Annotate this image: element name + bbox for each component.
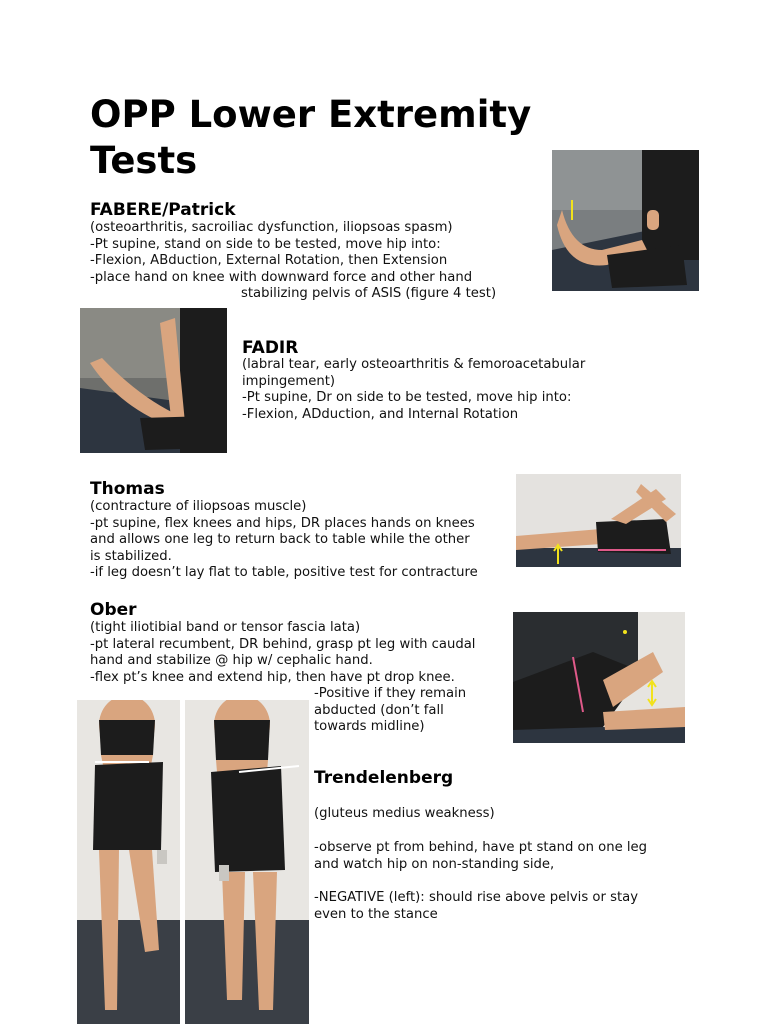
fabere-line: -place hand on knee with downward force and other hand	[90, 269, 473, 285]
page-title: OPP Lower Extremity Tests	[90, 93, 532, 182]
trendelenburg-line: -observe pt from behind, have pt stand on one leg	[314, 840, 648, 855]
thomas-line: is stabilized.	[90, 548, 172, 564]
trendelenburg-cause: (gluteus medius weakness)	[314, 806, 495, 821]
fadir-line: -Pt supine, Dr on side to be tested, move hip into:	[242, 390, 572, 406]
trendelenburg-line: and watch hip on non-standing side,	[314, 856, 555, 872]
thomas-line: (contracture of iliopsoas muscle)	[90, 499, 307, 514]
fabere-line: -Pt supine, stand on side to be tested, move hip into:	[90, 236, 441, 252]
fadir-line: (labral tear, early osteoarthritis & femoroacetabular	[242, 357, 586, 372]
thomas-line: and allows one leg to return back to table while the other	[90, 532, 470, 548]
fadir-text	[242, 357, 585, 423]
thomas-text	[90, 499, 478, 582]
trendelenburg-line: -NEGATIVE (left): should rise above pelvis or stay	[314, 890, 639, 905]
fabere-text	[90, 220, 496, 303]
thomas-photo	[516, 474, 681, 567]
thomas-line: -if leg doesn’t lay flat to table, positive test for contracture	[90, 565, 478, 581]
trendelenburg-heading: Trendelenberg	[314, 768, 454, 788]
thomas-heading: Thomas	[90, 479, 165, 499]
trendelenburg-line: even to the stance	[314, 906, 438, 922]
fabere-photo	[552, 150, 699, 291]
ober-line: (tight iliotibial band or tensor fascia lata)	[90, 620, 361, 635]
ober-line: hand and stabilize @ hip w/ cephalic hand.	[90, 653, 373, 669]
ober-positive-line: towards midline)	[314, 719, 425, 735]
fadir-line: impingement)	[242, 373, 336, 389]
ober-positive-line: abducted (don’t fall	[314, 702, 444, 718]
trendelenburg-photo	[77, 700, 309, 1024]
ober-photo	[513, 612, 685, 743]
ober-line: -flex pt’s knee and extend hip, then have pt drop knee.	[90, 669, 455, 685]
fadir-photo	[80, 308, 227, 453]
ober-positive-text	[314, 686, 466, 736]
fabere-line: stabilizing pelvis of ASIS (figure 4 test)	[241, 286, 497, 302]
ober-heading: Ober	[90, 600, 137, 620]
ober-text	[90, 620, 475, 686]
fadir-heading: FADIR	[242, 338, 299, 358]
fabere-heading: FABERE/Patrick	[90, 200, 236, 220]
fadir-line: -Flexion, ADduction, and Internal Rotation	[242, 406, 519, 422]
ober-positive-line: -Positive if they remain	[314, 686, 467, 701]
thomas-line: -pt supine, flex knees and hips, DR places hands on knees	[90, 515, 475, 531]
ober-line: -pt lateral recumbent, DR behind, grasp pt leg with caudal	[90, 636, 476, 652]
trendelenburg-negative-text	[314, 890, 638, 923]
fabere-line: (osteoarthritis, sacroiliac dysfunction, iliopsoas spasm)	[90, 220, 453, 235]
fabere-line: -Flexion, ABduction, External Rotation, then Extension	[90, 253, 448, 269]
trendelenburg-observe-text	[314, 840, 647, 873]
